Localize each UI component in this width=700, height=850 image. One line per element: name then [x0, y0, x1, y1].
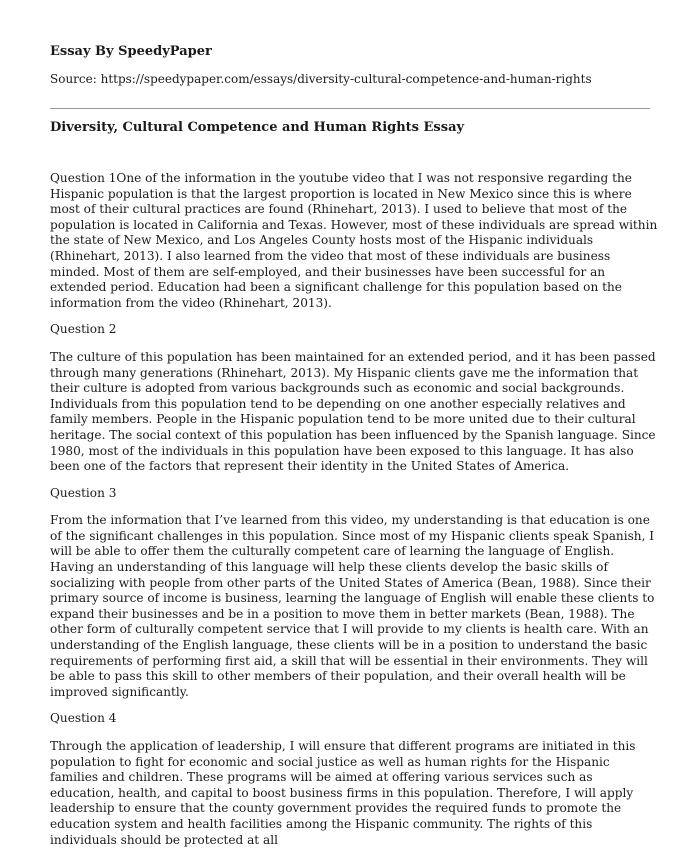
question-4-heading: Question 4: [50, 711, 117, 726]
question-3-heading: Question 3: [50, 485, 117, 500]
source-url-line: Source: https://speedypaper.com/essays/diversity-cultural-competence-and-human-rights: [50, 72, 592, 86]
question-3-paragraph: From the information that I’ve learned from this video, my understanding is that education is one of the significant challenges in this population. Since most of my Hispanic clients speak Spanish, I will be able to offer them the culturally competent care of learning the language of English. Having an understanding of this language will help these clients develop the basic skills of socializing with people from other parts of the United States of America (Bean, 1988). Since their primary source of income is business, learning the language of English will enable these clients to expand their businesses and be in a position to move them in better markets (Bean, 1988). The other form of culturally competent service that I will provide to my clients is health care. With an understanding of the English language, these clients will be in a position to understand the basic requirements of performing first aid, a skill that will be essential in their environments. They will be able to pass this skill to other members of their population, and their overall health will be improved significantly.: [50, 513, 655, 699]
question-1-paragraph: Question 1One of the information in the youtube video that I was not responsive regarding the Hispanic population is that the largest proportion is located in New Mexico since this is where most of their cultural practices are found (Rhinehart, 2013). I used to believe that most of the population is located in California and Texas. However, most of these individuals are spread within the state of New Mexico, and Los Angeles County hosts most of the Hispanic individuals (Rhinehart, 2013). I also learned from the video that most of these individuals are business minded. Most of them are self-employed, and their businesses have been successful for an extended period. Education had been a significant challenge for this population based on the information from the video (Rhinehart, 2013).: [50, 171, 658, 310]
question-2-paragraph: The culture of this population has been maintained for an extended period, and it has been passed through many generations (Rhinehart, 2013). My Hispanic clients gave me the information that their culture is adopted from various backgrounds such as economic and social backgrounds. Individuals from this population tend to be depending on one another especially relatives and family members. People in the Hispanic population tend to be more united due to their cultural heritage. The social context of this population has been influenced by the Spanish language. Since 1980, most of the individuals in this population have been exposed to this language. It has also been one of the factors that represent their identity in the United States of America.: [50, 349, 656, 474]
essay-source-title: Essay By SpeedyPaper: [50, 44, 212, 59]
question-2-heading: Question 2: [50, 322, 117, 337]
header-divider: [50, 108, 650, 109]
question-4-paragraph: Through the application of leadership, I will ensure that different programs are initiated in this population to fight for economic and social justice as well as human rights for the Hispanic families and children. These programs will be aimed at offering various services such as education, health, and capital to boost business firms in this population. Therefore, I will apply leadership to ensure that the county government provides the required funds to promote the education system and health facilities among the Hispanic community. The rights of this individuals should be protected at all: [50, 739, 636, 847]
essay-title: Diversity, Cultural Competence and Human Rights Essay: [50, 120, 465, 135]
essay-body: [50, 171, 658, 850]
